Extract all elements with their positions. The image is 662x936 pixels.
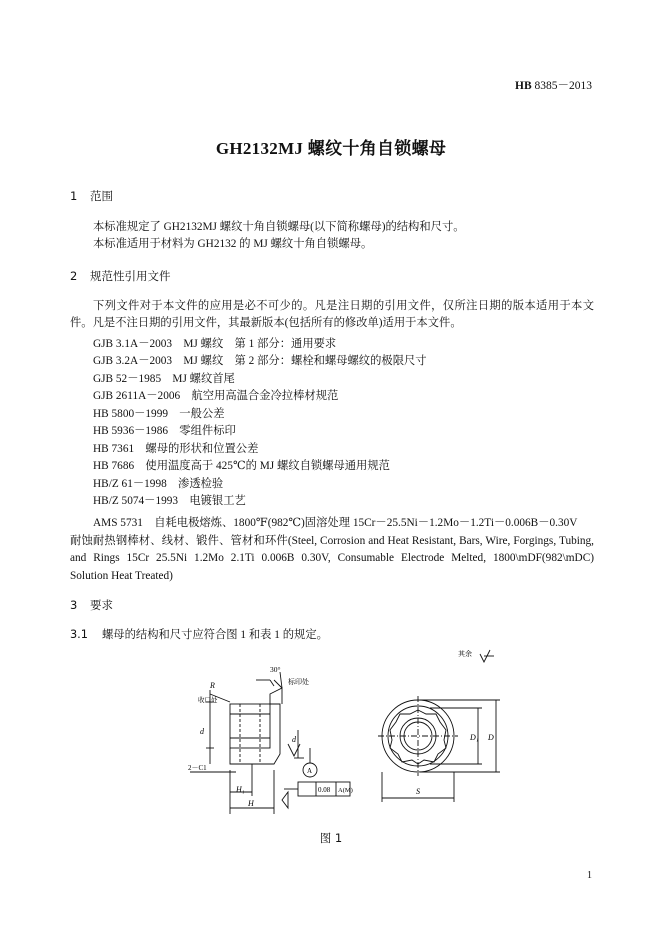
ams-line-2: 耐蚀耐热钢棒材、线材、锻件、管材和环件(Steel, Corrosion and Heat Resistant, Bars, Wire, Forgings, Tubing, [70, 534, 594, 547]
label-angle: 30° [270, 665, 281, 674]
section-title: 规范性引用文件 [90, 269, 171, 283]
ams-line-4: Solution Heat Treated) [70, 569, 173, 582]
label-marking: 标印处 [288, 678, 309, 686]
scope-paragraph-1: 本标准规定了 GH2132MJ 螺纹十角自锁螺母(以下简称螺母)的结构和尺寸。 [93, 221, 465, 233]
section-number: 3 [70, 598, 78, 612]
standard-prefix: HB [515, 80, 532, 92]
nut-front-view [378, 650, 500, 802]
reference-item: HB/Z 5074－1993 电镀银工艺 [93, 495, 246, 507]
label-recess: 收口处 [198, 697, 218, 704]
label-r: R [210, 681, 215, 690]
label-h1: H₁ [236, 785, 245, 794]
ams-reference [70, 515, 594, 585]
reference-item: GJB 52－1985 MJ 螺纹首尾 [93, 373, 235, 385]
reference-item: GJB 3.2A－2003 MJ 螺纹 第 2 部分：螺栓和螺母螺纹的极限尺寸 [93, 355, 427, 367]
page-number: 1 [587, 870, 592, 881]
label-tolerance-value: 0.08 [318, 786, 331, 794]
standard-number [515, 77, 592, 93]
label-s: S [416, 787, 420, 796]
reference-item: HB/Z 61－1998 渗透检验 [93, 478, 224, 490]
section-3-heading [70, 597, 113, 613]
clause-number: 3.1 [70, 628, 88, 641]
reference-item: HB 5800－1999 一般公差 [93, 408, 225, 420]
section-title: 要求 [90, 598, 113, 612]
clause-text: 螺母的结构和尺寸应符合图 1 和表 1 的规定。 [102, 629, 328, 641]
section-number: 2 [70, 269, 78, 283]
ams-line-1: AMS 5731 自耗电极熔炼、1800℉(982℃)固溶处理 15Cr－25.5Ni－1.2Mo－1.2Ti－0.006B－0.30V [93, 517, 578, 529]
reference-item: GJB 3.1A－2003 MJ 螺纹 第 1 部分：通用要求 [93, 338, 337, 350]
label-d1: D₁ [470, 733, 479, 742]
section-2-heading [70, 268, 171, 284]
figure-1-drawing [170, 642, 600, 820]
reference-item: GJB 2611A－2006 航空用高温合金冷拉棒材规范 [93, 390, 339, 402]
label-chamfer: 2－C1 [188, 764, 207, 772]
figure-caption: 图 1 [319, 831, 343, 845]
scope-paragraph-2: 本标准适用于材料为 GH2132 的 MJ 螺纹十角自锁螺母。 [93, 238, 373, 250]
clause-3-1 [70, 626, 328, 642]
section-title: 范围 [90, 189, 113, 203]
label-d-big: D [488, 733, 494, 742]
standard-code: 8385－2013 [534, 80, 592, 92]
label-h: H [248, 799, 254, 808]
label-tolerance-ref: A(M) [338, 787, 353, 794]
section-number: 1 [70, 189, 78, 203]
reference-item: HB 5936－1986 零组件标印 [93, 425, 236, 437]
document-title: GH2132MJ 螺纹十角自锁螺母 [215, 139, 447, 158]
references-intro: 下列文件对于本文件的应用是必不可少的。凡是注日期的引用文件，仅所注日期的版本适用于本文件。凡是不注日期的引用文件，其最新版本(包括所有的修改单)适用于本文件。 [70, 300, 594, 329]
label-datum: A [307, 767, 313, 775]
label-surface-note: 其余 [458, 650, 472, 658]
reference-item: HB 7686 使用温度高于 425℃的 MJ 螺纹自锁螺母通用规范 [93, 460, 390, 472]
ams-line-3: and Rings 15Cr 25.5Ni 1.2Mo 2.1Ti 0.006B 0.30V, Consumable Electrode Melted, 1800\mDF(982\mDC) [70, 552, 594, 564]
label-d-center: d [292, 735, 296, 744]
section-1-heading [70, 188, 113, 204]
reference-item: HB 7361 螺母的形状和位置公差 [93, 443, 259, 455]
label-d-left: d [200, 727, 204, 736]
